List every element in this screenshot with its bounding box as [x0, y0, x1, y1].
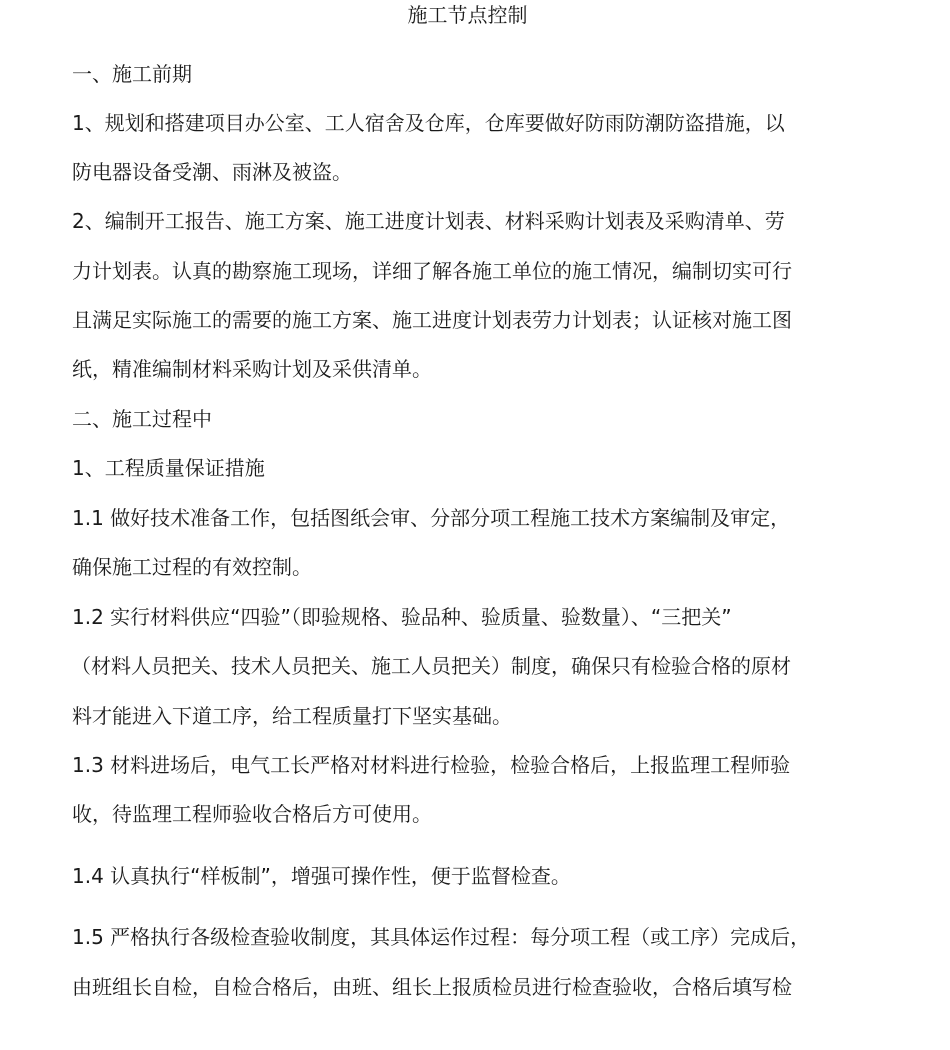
paragraph-line: 1.5 严格执行各级检查验收制度，其具体运作过程：每分项工程（或工序）完成后， — [72, 925, 811, 949]
paragraph-line: 力计划表。认真的勘察施工现场，详细了解各施工单位的施工情况，编制切实可行 — [72, 259, 792, 283]
subsection-heading-quality: 1、工程质量保证措施 — [72, 456, 265, 480]
paragraph-line: 料才能进入下道工序，给工程质量打下坚实基础。 — [72, 704, 512, 728]
section-heading-during-construction: 二、施工过程中 — [72, 407, 212, 431]
paragraph-line: 确保施工过程的有效控制。 — [72, 555, 312, 579]
paragraph-line: 防电器设备受潮、雨淋及被盗。 — [72, 160, 352, 184]
paragraph-line: 收，待监理工程师验收合格后方可使用。 — [72, 802, 432, 826]
document-title: 施工节点控制 — [407, 3, 528, 27]
paragraph-line: （材料人员把关、技术人员把关、施工人员把关）制度，确保只有检验合格的原材 — [71, 654, 791, 678]
paragraph-line: 1.3 材料进场后，电气工长严格对材料进行检验，检验合格后，上报监理工程师验 — [72, 753, 791, 777]
paragraph-line: 1.2 实行材料供应“四验”（即验规格、验品种、验质量、验数量）、“三把关” — [72, 605, 732, 629]
paragraph-line: 2、编制开工报告、施工方案、施工进度计划表、材料采购计划表及采购清单、劳 — [72, 209, 785, 233]
section-heading-pre-construction: 一、施工前期 — [72, 62, 192, 86]
paragraph-line: 且满足实际施工的需要的施工方案、施工进度计划表劳力计划表；认证核对施工图 — [72, 308, 792, 332]
paragraph-line: 由班组长自检，自检合格后，由班、组长上报质检员进行检查验收，合格后填写检 — [72, 975, 792, 999]
paragraph-line: 1.4 认真执行“样板制”，增强可操作性，便于监督检查。 — [72, 864, 571, 888]
paragraph-line: 纸，精准编制材料采购计划及采供清单。 — [72, 357, 432, 381]
paragraph-line: 1、规划和搭建项目办公室、工人宿舍及仓库，仓库要做好防雨防潮防盗措施，以 — [72, 111, 785, 135]
paragraph-line: 1.1 做好技术准备工作，包括图纸会审、分部分项工程施工技术方案编制及审定， — [72, 506, 791, 530]
